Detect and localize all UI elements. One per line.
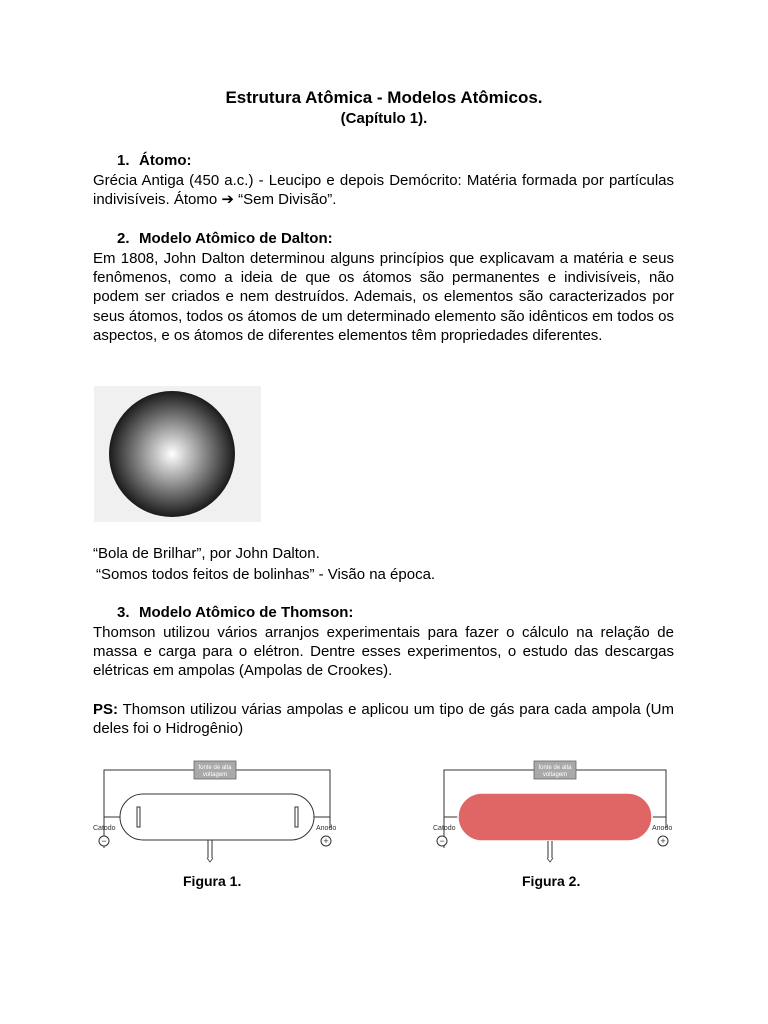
figure-2-label: Figura 2. [522, 873, 581, 889]
section-1-title: Átomo: [139, 152, 192, 169]
figure-1-label: Figura 1. [183, 873, 242, 889]
cathode-label: Catodo [433, 825, 456, 832]
section-3-number: 3. [117, 604, 130, 621]
vacuum-outlet [548, 841, 552, 858]
dalton-sphere-image [94, 386, 261, 522]
section-1-body: Grécia Antiga (450 a.c.) - Leucipo e depois Demócrito: Matéria formada por partículas indivisíveis. Átomo ➔ “Sem Divisão”. [93, 172, 674, 209]
power-source-label-1: fonte de alta [538, 765, 572, 771]
minus-sign: − [439, 836, 445, 846]
dalton-caption-line-2: “Somos todos feitos de bolinhas” - Visão na época. [96, 566, 436, 583]
plus-sign: + [323, 836, 329, 846]
arrow-down-icon [207, 858, 213, 862]
power-source-label-2: voltagem [202, 772, 228, 778]
crookes-tube-figure-2 [430, 758, 680, 868]
cathode-plate [137, 807, 140, 827]
dalton-sphere-figure [94, 386, 261, 522]
ps-text: Thomson utilizou várias ampolas e aplicou um tipo de gás para cada ampola (Um deles foi o Hidrogênio) [93, 701, 674, 738]
glowing-gas-tube [458, 793, 652, 841]
section-2-heading [117, 230, 333, 247]
ps-paragraph [93, 700, 674, 738]
plus-sign: + [660, 836, 666, 846]
caption-text-1: “Bola de Brilhar”, por John Dalton. [93, 545, 320, 562]
section-3-title: Modelo Atômico de Thomson: [139, 604, 354, 621]
power-source-label-1: fonte de alta [198, 765, 232, 771]
anode-label: Anodo [652, 825, 673, 832]
arrow-down-icon [547, 858, 553, 862]
power-source-label-2: voltagem [542, 772, 568, 778]
dalton-caption-line-1 [93, 545, 320, 562]
section-1-heading [117, 152, 192, 169]
anode-plate [295, 807, 298, 827]
vacuum-outlet [208, 840, 212, 858]
document-title: Estrutura Atômica - Modelos Atômicos. [225, 88, 543, 107]
section-3-heading [117, 604, 353, 621]
ps-label: PS: [93, 701, 119, 718]
cathode-label: Catodo [93, 825, 116, 832]
section-2-number: 2. [117, 230, 130, 247]
minus-sign: − [101, 836, 107, 846]
dalton-sphere [109, 391, 235, 517]
document-subtitle: (Capítulo 1). [340, 110, 428, 127]
section-2-body: Em 1808, John Dalton determinou alguns princípios que explicavam a matéria e seus fenômenos, como a ideia de que os átomos são permanentes e indivisíveis, não podem ser criados e nem destruídos. Ademais, os elementos são caracterizados por seus átomos, todos os átomos de um determinado elemento são idênticos em todos os aspectos, e os átomos de diferentes elementos têm propriedades diferentes. [93, 250, 674, 344]
section-1-number: 1. [117, 152, 130, 169]
anode-label: Anodo [316, 825, 337, 832]
crookes-tube-figure-1 [90, 758, 340, 868]
section-3-body: Thomson utilizou vários arranjos experimentais para fazer o cálculo na relação de massa e carga para o elétron. Dentre esses experimentos, o estudo das descargas elétricas em ampolas (Ampolas de Crookes). [93, 624, 674, 680]
glass-tube [120, 794, 314, 840]
section-2-title: Modelo Atômico de Dalton: [139, 230, 333, 247]
